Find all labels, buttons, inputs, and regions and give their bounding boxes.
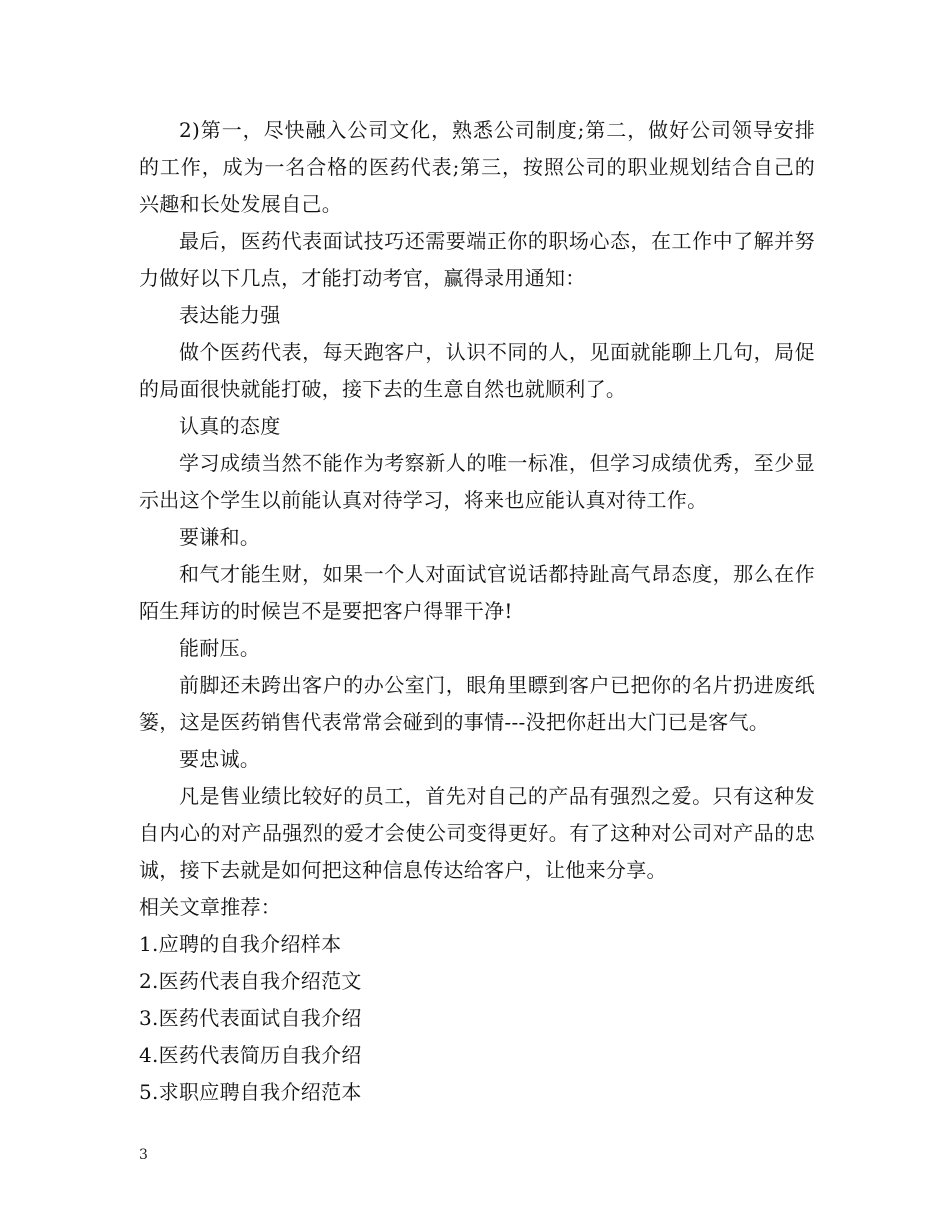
section-heading: 要谦和。 (179, 525, 261, 549)
section-heading: 认真的态度 (179, 414, 281, 438)
body-paragraph: 前脚还未跨出客户的办公室门，眼角里瞟到客户已把你的名片扔进废纸篓，这是医药销售代表常常会碰到的事情---没把你赶出大门已是客气。 (139, 673, 815, 734)
body-paragraph: 最后，医药代表面试技巧还需要端正你的职场心态，在工作中了解并努力做好以下几点，才能打动考官，赢得录用通知： (139, 229, 815, 290)
related-article-link[interactable]: 1.应聘的自我介绍样本 (139, 932, 342, 956)
body-paragraph: 和气才能生财，如果一个人对面试官说话都持趾高气昂态度，那么在作陌生拜访的时候岂不是要把客户得罪干净! (139, 562, 815, 623)
body-paragraph: 凡是售业绩比较好的员工，首先对自己的产品有强烈之爱。只有这种发自内心的对产品强烈的爱才会使公司变得更好。有了这种对公司对产品的忠诚，接下去就是如何把这种信息传达给客户，让他来分享。 (139, 784, 815, 882)
section-heading: 要忠诚。 (179, 747, 261, 771)
section-heading: 能耐压。 (179, 636, 261, 660)
document-body (139, 112, 815, 1111)
body-paragraph: 学习成绩当然不能作为考察新人的唯一标准，但学习成绩优秀，至少显示出这个学生以前能认真对待学习，将来也应能认真对待工作。 (139, 451, 815, 512)
body-paragraph: 2)第一，尽快融入公司文化，熟悉公司制度;第二，做好公司领导安排的工作，成为一名合格的医药代表;第三，按照公司的职业规划结合自己的兴趣和长处发展自己。 (139, 118, 815, 216)
section-heading: 表达能力强 (179, 303, 281, 327)
page-number: 3 (139, 1147, 148, 1163)
related-articles-heading: 相关文章推荐： (139, 895, 282, 919)
related-article-link[interactable]: 4.医药代表简历自我介绍 (139, 1043, 362, 1067)
related-article-link[interactable]: 2.医药代表自我介绍范文 (139, 969, 362, 993)
body-paragraph: 做个医药代表，每天跑客户，认识不同的人，见面就能聊上几句，局促的局面很快就能打破，接下去的生意自然也就顺利了。 (139, 340, 815, 401)
related-article-link[interactable]: 5.求职应聘自我介绍范本 (139, 1080, 362, 1104)
related-article-link[interactable]: 3.医药代表面试自我介绍 (139, 1006, 362, 1030)
